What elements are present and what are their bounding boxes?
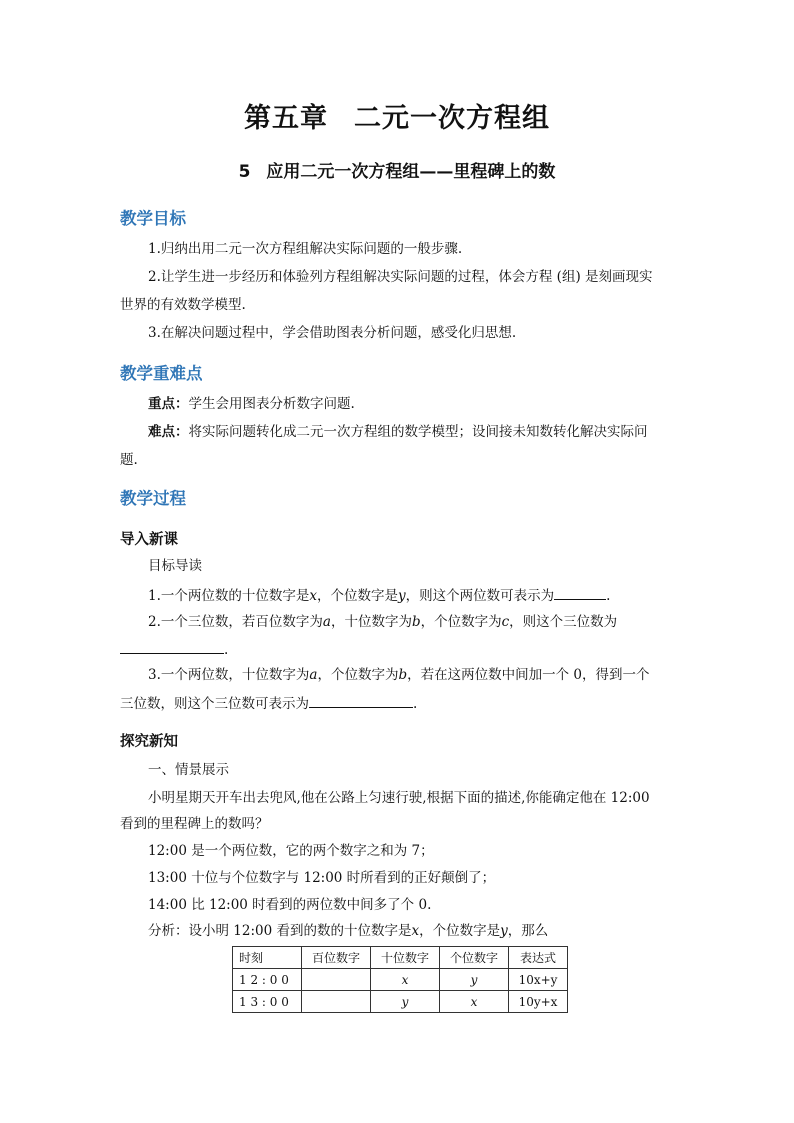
- table-header-cell: 百位数字: [302, 947, 371, 969]
- table-cell: 10y+x: [509, 991, 568, 1013]
- table-cell: 1 3 : 0 0: [233, 991, 302, 1013]
- table-row: [233, 969, 568, 991]
- difficult-point-line-1: 难点：将实际问题转化成二元一次方程组的数学模型；设间接未知数转化解决实际问: [148, 424, 648, 440]
- table-row: [233, 991, 568, 1013]
- table-header-cell: 十位数字: [371, 947, 440, 969]
- goal-2-line-2: 世界的有效数学模型.: [120, 297, 246, 313]
- subheading-explore: 探究新知: [120, 734, 178, 750]
- subheading-intro: 导入新课: [120, 532, 178, 548]
- scene-label: 一、情景展示: [148, 762, 229, 778]
- question-1: 1.一个两位数的十位数字是x，个位数字是y，则这个两位数可表示为 .: [148, 585, 610, 605]
- table-header-cell: 表达式: [509, 947, 568, 969]
- table-cell: x: [371, 969, 440, 991]
- section-heading-key: 教学重难点: [120, 364, 203, 383]
- goal-2-line-1: 2.让学生进一步经历和体验列方程组解决实际问题的过程，体会方程 (组) 是刻画现实: [148, 269, 653, 285]
- story-line-1: 小明星期天开车出去兜风,他在公路上匀速行驶,根据下面的描述,你能确定他在 12:00: [148, 790, 650, 806]
- table-cell: y: [371, 991, 440, 1013]
- statement-3: 14:00 比 12:00 时看到的两位数中间多了个 0.: [148, 897, 432, 913]
- question-2-line-1: 2.一个三位数，若百位数字为a，十位数字为b，个位数字为c，则这个三位数为: [148, 614, 618, 630]
- table-header-row: [233, 947, 568, 969]
- statement-1: 12:00 是一个两位数，它的两个数字之和为 7；: [148, 843, 434, 859]
- guide-label: 目标导读: [148, 558, 202, 574]
- table-header-cell: 时刻: [233, 947, 302, 969]
- statement-2: 13:00 十位与个位数字与 12:00 时所看到的正好颠倒了；: [148, 870, 496, 886]
- goal-1: 1.归纳出用二元一次方程组解决实际问题的一般步骤.: [148, 241, 463, 257]
- lesson-title: 5 应用二元一次方程组——里程碑上的数: [238, 162, 556, 182]
- goal-3: 3.在解决问题过程中，学会借助图表分析问题，感受化归思想.: [148, 325, 517, 341]
- table-cell: 10x+y: [509, 969, 568, 991]
- answer-blank[interactable]: [554, 585, 606, 600]
- table-cell: x: [440, 991, 509, 1013]
- analysis-line: 分析：设小明 12:00 看到的数的十位数字是x，个位数字是y，那么: [148, 923, 549, 939]
- table-header-cell: 个位数字: [440, 947, 509, 969]
- answer-blank[interactable]: [309, 693, 413, 708]
- section-heading-goals: 教学目标: [120, 209, 186, 228]
- question-3-line-1: 3.一个两位数，十位数字为a，个位数字为b，若在这两位数中间加一个 0，得到一个: [148, 667, 650, 683]
- key-point: 重点：学生会用图表分析数字问题.: [148, 396, 355, 412]
- analysis-table: [232, 946, 568, 1013]
- chapter-title: 第五章 二元一次方程组: [244, 103, 550, 134]
- table-cell: 1 2 : 0 0: [233, 969, 302, 991]
- table-cell: [302, 969, 371, 991]
- section-heading-process: 教学过程: [120, 489, 186, 508]
- difficult-point-line-2: 题.: [120, 452, 138, 468]
- question-3-line-2: 三位数，则这个三位数可表示为 .: [120, 693, 417, 713]
- answer-blank[interactable]: [120, 639, 224, 654]
- question-2-line-2: .: [120, 639, 228, 659]
- table-cell: y: [440, 969, 509, 991]
- table-cell: [302, 991, 371, 1013]
- story-line-2: 看到的里程碑上的数吗？: [120, 816, 269, 832]
